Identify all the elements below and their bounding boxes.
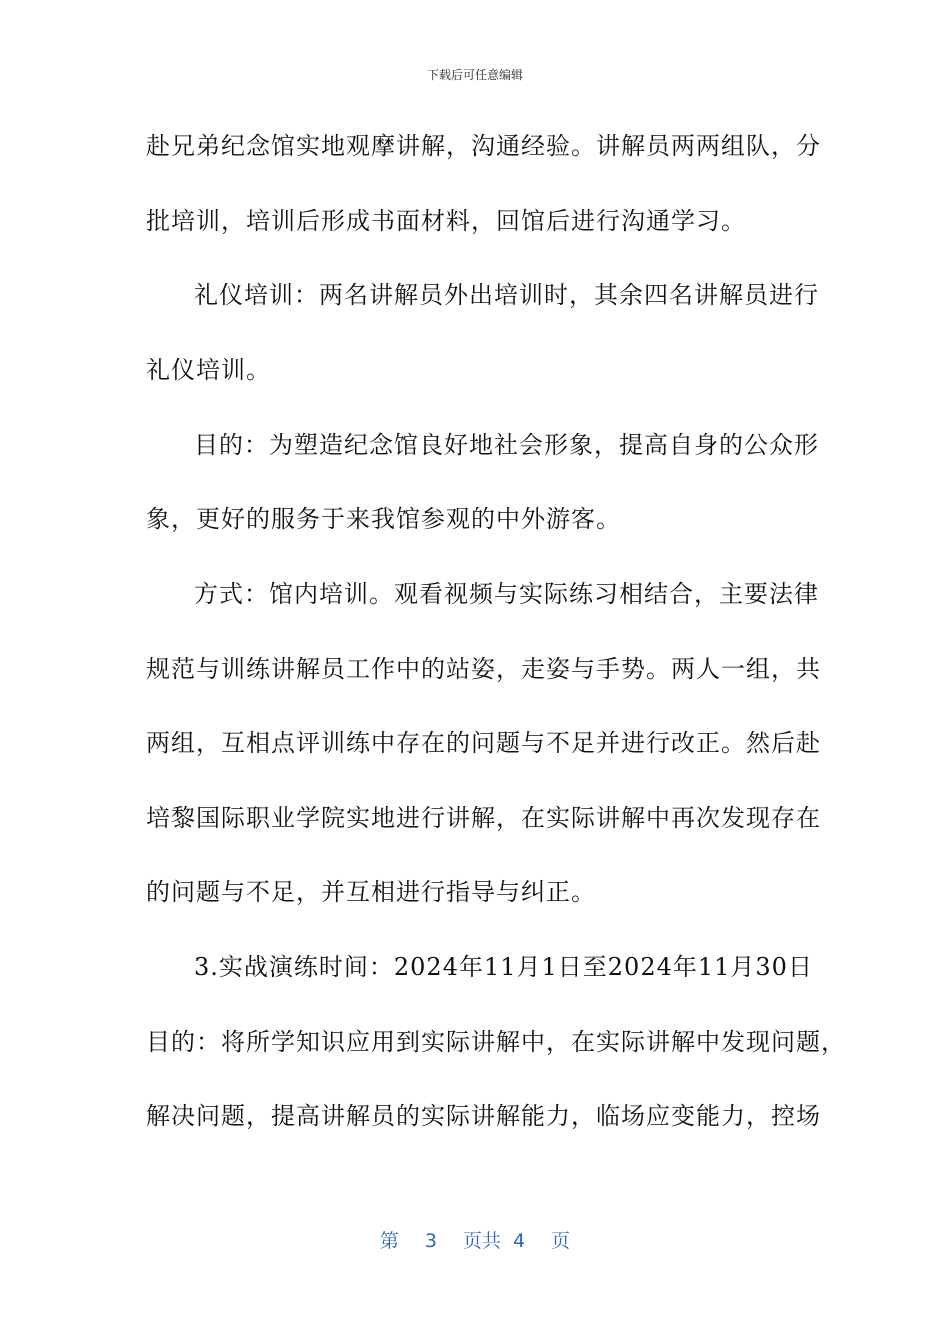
body-line-13: 目的：将所学知识应用到实际讲解中，在实际讲解中发现问题， [146, 1028, 846, 1056]
footer-page-number: 3 [424, 1230, 437, 1252]
body-line-14: 解决问题，提高讲解员的实际讲解能力，临场应变能力，控场 [146, 1102, 821, 1130]
body-line-8: 规范与训练讲解员工作中的站姿，走姿与手势。两人一组，共 [146, 655, 821, 683]
footer-suffix: 页 [551, 1230, 571, 1252]
footer-total-pages: 4 [513, 1230, 526, 1252]
footer-middle: 页共 [462, 1230, 501, 1252]
body-line-4: 礼仪培训。 [146, 356, 271, 384]
page-footer [0, 1226, 950, 1253]
body-line-6: 象，更好的服务于来我馆参观的中外游客。 [146, 505, 621, 533]
body-line-12: 3.实战演练时间：2024年11月1日至2024年11月30日 [194, 953, 813, 981]
body-line-2: 批培训，培训后形成书面材料，回馆后进行沟通学习。 [146, 207, 746, 235]
body-line-3: 礼仪培训：两名讲解员外出培训时，其余四名讲解员进行 [194, 281, 819, 309]
footer-prefix: 第 [379, 1230, 399, 1252]
body-line-7: 方式：馆内培训。观看视频与实际练习相结合，主要法律 [194, 580, 819, 608]
body-line-10: 培黎国际职业学院实地进行讲解，在实际讲解中再次发现存在 [146, 804, 821, 832]
body-line-1: 赴兄弟纪念馆实地观摩讲解，沟通经验。讲解员两两组队，分 [146, 132, 821, 160]
page-header: 下载后可任意编辑 [426, 68, 523, 82]
body-line-11: 的问题与不足，并互相进行指导与纠正。 [146, 878, 596, 906]
body-line-5: 目的：为塑造纪念馆良好地社会形象，提高自身的公众形 [194, 431, 819, 459]
body-line-9: 两组，互相点评训练中存在的问题与不足并进行改正。然后赴 [146, 729, 821, 757]
